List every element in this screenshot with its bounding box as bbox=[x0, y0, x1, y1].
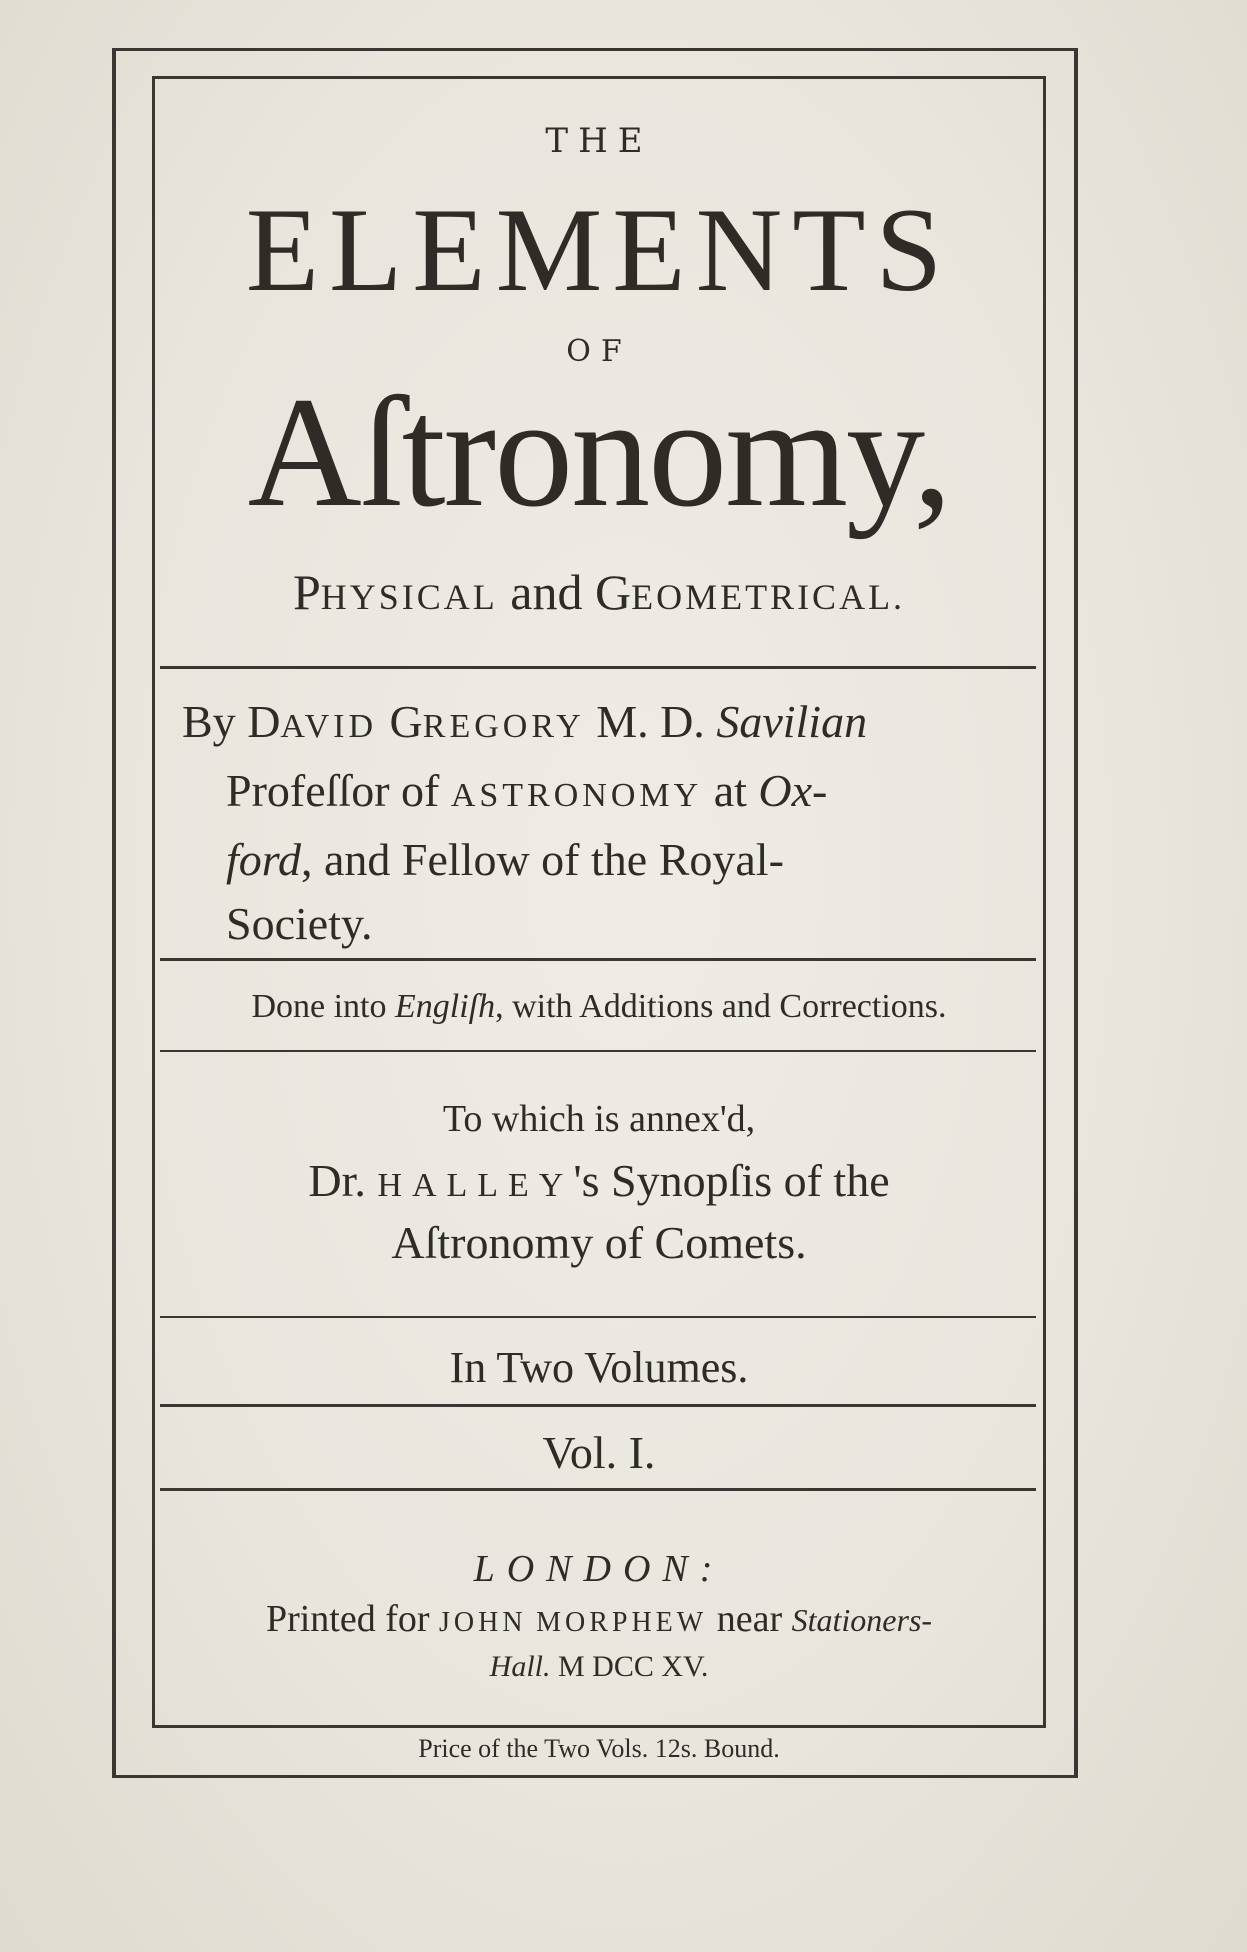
rule-6 bbox=[160, 1488, 1036, 1491]
imprint-hall-name: Hall. bbox=[489, 1650, 551, 1683]
price-note: Price of the Two Vols. 12s. Bound. bbox=[418, 1734, 780, 1763]
author-by: By bbox=[182, 696, 248, 747]
subtitle-p: P bbox=[292, 564, 321, 620]
author-society: Society. bbox=[226, 898, 373, 949]
rule-1 bbox=[160, 666, 1036, 669]
title-astronomy: Aſtronomy, bbox=[247, 365, 951, 540]
author-at: at bbox=[702, 765, 759, 816]
imprint-stationers: Stationers- bbox=[791, 1602, 933, 1638]
imprint-printed-for: Printed for bbox=[265, 1598, 440, 1640]
volumes-note: In Two Volumes. bbox=[449, 1343, 749, 1392]
imprint-john: JOHN bbox=[439, 1607, 527, 1638]
author-avid: AVID bbox=[280, 708, 390, 745]
rule-5 bbox=[160, 1404, 1036, 1407]
imprint-city: LONDON: bbox=[473, 1548, 725, 1590]
imprint-near: near bbox=[707, 1598, 792, 1640]
author-block bbox=[182, 690, 1032, 956]
annex-synopsis: 's Synopſis of the bbox=[573, 1155, 890, 1206]
subtitle bbox=[152, 564, 1046, 620]
rule-4 bbox=[160, 1316, 1036, 1318]
translation-english: Engliſh bbox=[395, 988, 496, 1025]
subtitle-eometrical: EOMETRICAL. bbox=[631, 577, 906, 617]
author-md: M. D. bbox=[584, 696, 717, 747]
rule-3 bbox=[160, 1050, 1036, 1052]
author-astronomy: ASTRONOMY bbox=[450, 777, 703, 814]
annex-line-2 bbox=[152, 1155, 1046, 1206]
imprint-year: M DCC XV. bbox=[550, 1650, 709, 1683]
imprint-morphew: MORPHEW bbox=[536, 1607, 708, 1638]
subtitle-and: and bbox=[497, 564, 595, 620]
volume-number: Vol. I. bbox=[542, 1427, 656, 1478]
annex-line-3: Aſtronomy of Comets. bbox=[391, 1217, 807, 1268]
author-professor: Profeſſor of bbox=[226, 765, 451, 816]
annex-line-1: To which is annex'd, bbox=[442, 1098, 756, 1140]
author-ford: ford bbox=[226, 834, 301, 885]
subtitle-hysical: HYSICAL bbox=[320, 577, 498, 617]
title-elements: ELEMENTS bbox=[245, 183, 953, 316]
imprint-printed bbox=[152, 1600, 1046, 1638]
title-the: THE bbox=[545, 121, 653, 161]
author-fellow: , and Fellow of the Royal- bbox=[300, 834, 784, 885]
subtitle-g: G bbox=[594, 564, 632, 620]
annex-dr: Dr. bbox=[308, 1155, 378, 1206]
rule-2 bbox=[160, 958, 1036, 961]
author-g: G bbox=[389, 696, 423, 747]
author-savilian: Savilian bbox=[716, 696, 868, 747]
author-d: D bbox=[247, 696, 281, 747]
translation-rest: , with Additions and Corrections. bbox=[495, 988, 947, 1025]
imprint-hall bbox=[152, 1652, 1046, 1682]
author-ox: Ox- bbox=[758, 765, 828, 816]
translation-note bbox=[152, 990, 1046, 1024]
title-of: OF bbox=[566, 334, 632, 369]
annex-halley: HALLEY bbox=[377, 1167, 574, 1204]
author-regory: REGORY bbox=[422, 708, 585, 745]
translation-done: Done into bbox=[251, 988, 395, 1025]
